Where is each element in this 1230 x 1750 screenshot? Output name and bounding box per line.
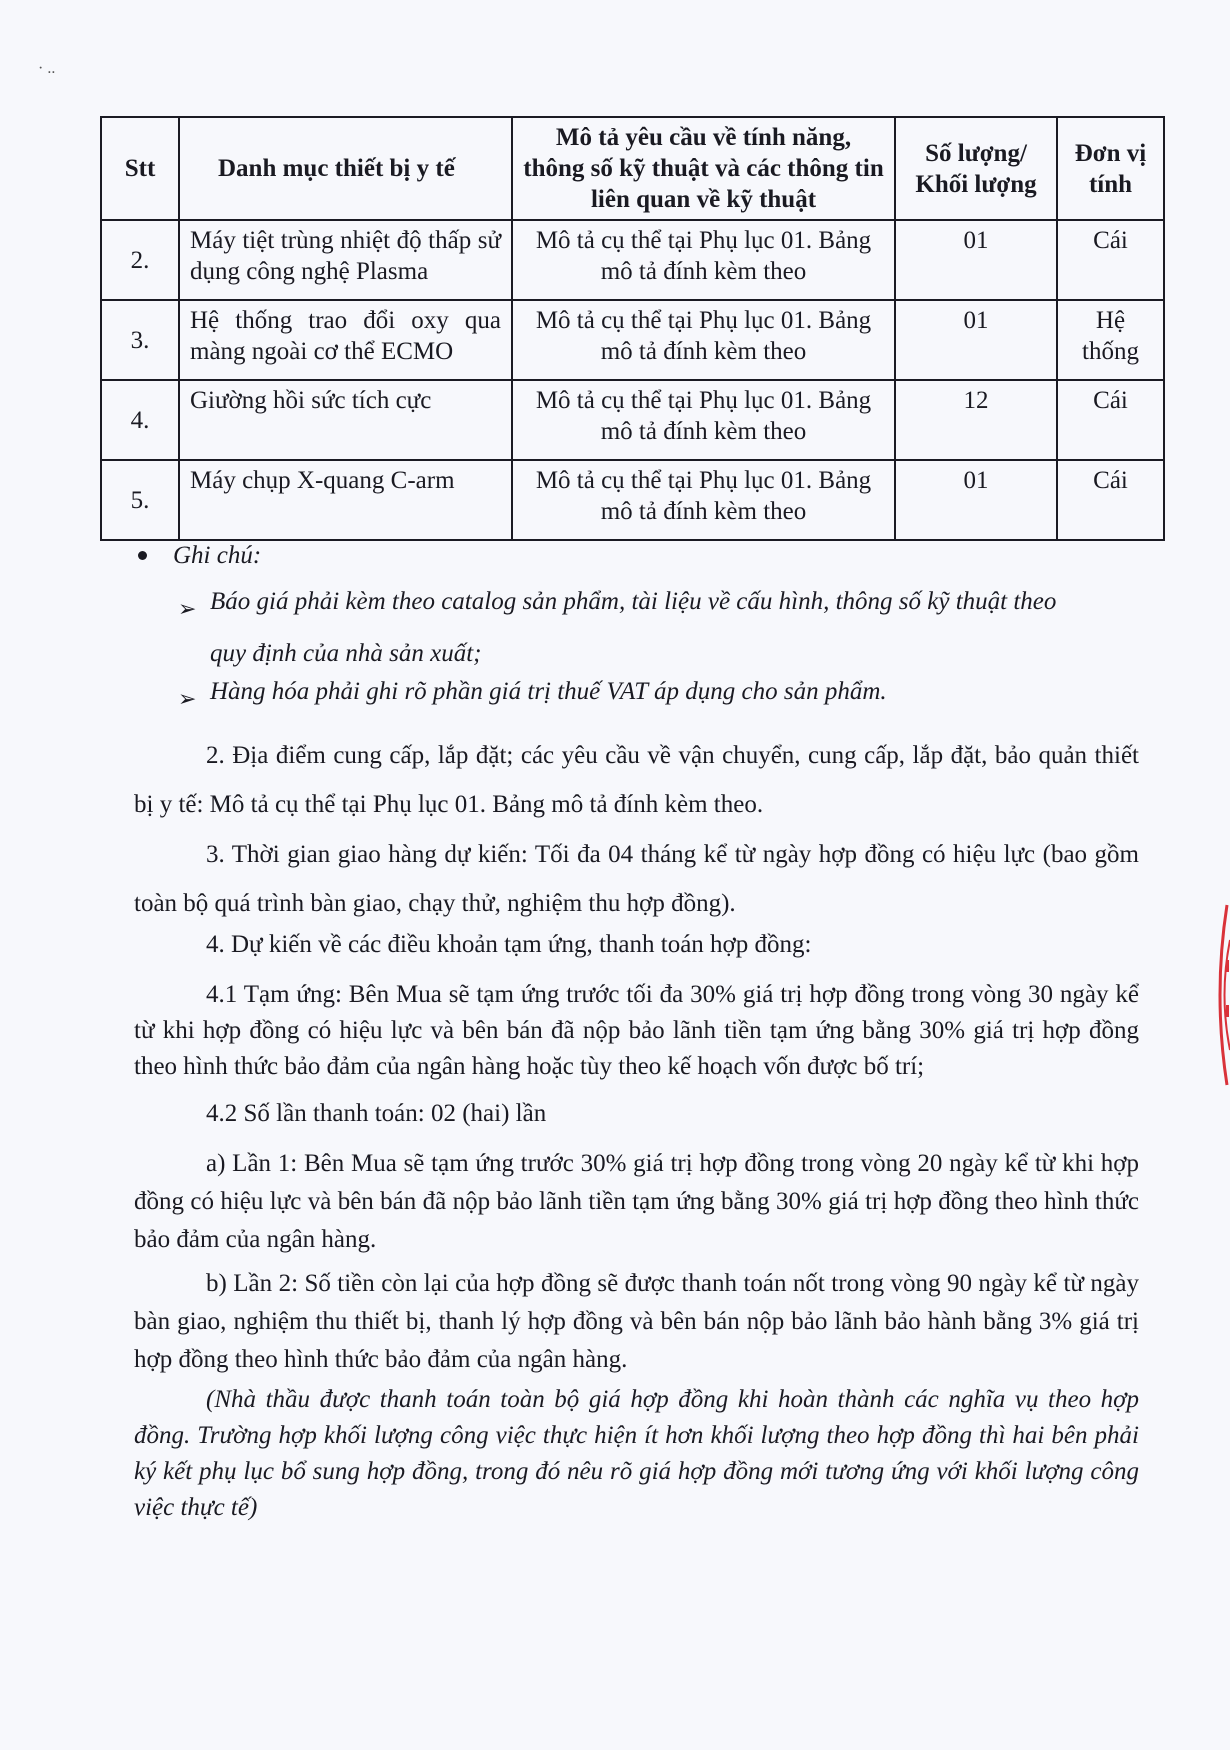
arrow-bullet-icon: ➢ bbox=[178, 596, 197, 621]
cell-quantity: 01 bbox=[895, 460, 1057, 540]
cell-unit: Cái bbox=[1057, 220, 1164, 300]
scan-specks: · .. bbox=[38, 60, 56, 77]
cell-description: Mô tả cụ thể tại Phụ lục 01. Bảng mô tả đính kèm theo bbox=[512, 300, 895, 380]
paragraph-a: a) Lần 1: Bên Mua sẽ tạm ứng trước 30% giá trị hợp đồng trong vòng 20 ngày kể từ khi hợp đồng có hiệu lực và bên bán đã nộp bảo lãnh tiền tạm ứng bằng 30% giá trị hợp đồng theo hình thức bảo đảm của ngân hàng. bbox=[134, 1150, 1139, 1253]
cell-quantity: 01 bbox=[895, 300, 1057, 380]
cell-name: Máy chụp X-quang C-arm bbox=[179, 460, 512, 540]
header-description: Mô tả yêu cầu về tính năng, thông số kỹ thuật và các thông tin liên quan về kỹ thuật bbox=[512, 117, 895, 220]
note-item: Hàng hóa phải ghi rõ phần giá trị thuế VAT áp dụng cho sản phẩm. bbox=[210, 678, 887, 705]
table-header-row bbox=[101, 117, 1164, 220]
cell-stt: 5. bbox=[101, 460, 179, 540]
header-quantity: Số lượng/ Khối lượng bbox=[895, 117, 1057, 220]
cell-description: Mô tả cụ thể tại Phụ lục 01. Bảng mô tả đính kèm theo bbox=[512, 220, 895, 300]
paragraph-4-1: 4.1 Tạm ứng: Bên Mua sẽ tạm ứng trước tối đa 30% giá trị hợp đồng trong vòng 30 ngày kể từ khi hợp đồng có hiệu lực và bên bán đã nộp bảo lãnh tiền tạm ứng bằng 30% giá trị hợp đồng theo hình thức bảo đảm của ngân hàng hoặc tùy theo kế hoạch vốn được bố trí; bbox=[134, 981, 1139, 1080]
bullet-icon bbox=[138, 551, 147, 560]
red-stamp-edge-icon bbox=[1205, 900, 1230, 1090]
table-row bbox=[101, 300, 1164, 380]
paragraph-4-2: 4.2 Số lần thanh toán: 02 (hai) lần bbox=[206, 1100, 547, 1127]
cell-unit: Cái bbox=[1057, 380, 1164, 460]
cell-unit: Hệ thống bbox=[1057, 300, 1164, 380]
cell-name: Hệ thống trao đổi oxy qua màng ngoài cơ thể ECMO bbox=[179, 300, 512, 380]
cell-description: Mô tả cụ thể tại Phụ lục 01. Bảng mô tả đính kèm theo bbox=[512, 460, 895, 540]
header-unit: Đơn vị tính bbox=[1057, 117, 1164, 220]
cell-name: Giường hồi sức tích cực bbox=[179, 380, 512, 460]
cell-stt: 3. bbox=[101, 300, 179, 380]
cell-stt: 4. bbox=[101, 380, 179, 460]
note-item-continued: quy định của nhà sản xuất; bbox=[210, 640, 482, 667]
cell-quantity: 12 bbox=[895, 380, 1057, 460]
note-item: Báo giá phải kèm theo catalog sản phẩm, tài liệu về cấu hình, thông số kỹ thuật theo bbox=[210, 588, 1057, 615]
table-row bbox=[101, 380, 1164, 460]
cell-stt: 2. bbox=[101, 220, 179, 300]
paragraph-4: 4. Dự kiến về các điều khoản tạm ứng, thanh toán hợp đồng: bbox=[206, 931, 812, 958]
table-row bbox=[101, 460, 1164, 540]
paragraph-3: 3. Thời gian giao hàng dự kiến: Tối đa 04 tháng kể từ ngày hợp đồng có hiệu lực (bao gồm toàn bộ quá trình bàn giao, chạy thử, nghiệm thu hợp đồng). bbox=[134, 841, 1139, 917]
cell-unit: Cái bbox=[1057, 460, 1164, 540]
header-stt: Stt bbox=[101, 117, 179, 220]
closing-note: (Nhà thầu được thanh toán toàn bộ giá hợp đồng khi hoàn thành các nghĩa vụ theo hợp đồng. Trường hợp khối lượng công việc thực hiện ít hơn khối lượng theo hợp đồng thì hai bên phải ký kết phụ lục bổ sung hợp đồng, trong đó nêu rõ giá hợp đồng mới tương ứng với khối lượng công việc thực tế) bbox=[134, 1386, 1139, 1521]
cell-description: Mô tả cụ thể tại Phụ lục 01. Bảng mô tả đính kèm theo bbox=[512, 380, 895, 460]
cell-name: Máy tiệt trùng nhiệt độ thấp sử dụng công nghệ Plasma bbox=[179, 220, 512, 300]
cell-quantity: 01 bbox=[895, 220, 1057, 300]
arrow-bullet-icon: ➢ bbox=[178, 686, 197, 711]
equipment-table bbox=[100, 116, 1165, 541]
paragraph-2: 2. Địa điểm cung cấp, lắp đặt; các yêu cầu về vận chuyển, cung cấp, lắp đặt, bảo quản thiết bị y tế: Mô tả cụ thể tại Phụ lục 01. Bảng mô tả đính kèm theo. bbox=[134, 742, 1139, 818]
paragraph-b: b) Lần 2: Số tiền còn lại của hợp đồng sẽ được thanh toán nốt trong vòng 90 ngày kể từ ngày bàn giao, nghiệm thu thiết bị, thanh lý hợp đồng và bên bán nộp bảo lãnh bảo hành bằng 3% giá trị hợp đồng theo hình thức bảo đảm của ngân hàng. bbox=[134, 1270, 1139, 1373]
notes-heading: Ghi chú: bbox=[173, 542, 262, 569]
header-category: Danh mục thiết bị y tế bbox=[179, 117, 512, 220]
table-row bbox=[101, 220, 1164, 300]
